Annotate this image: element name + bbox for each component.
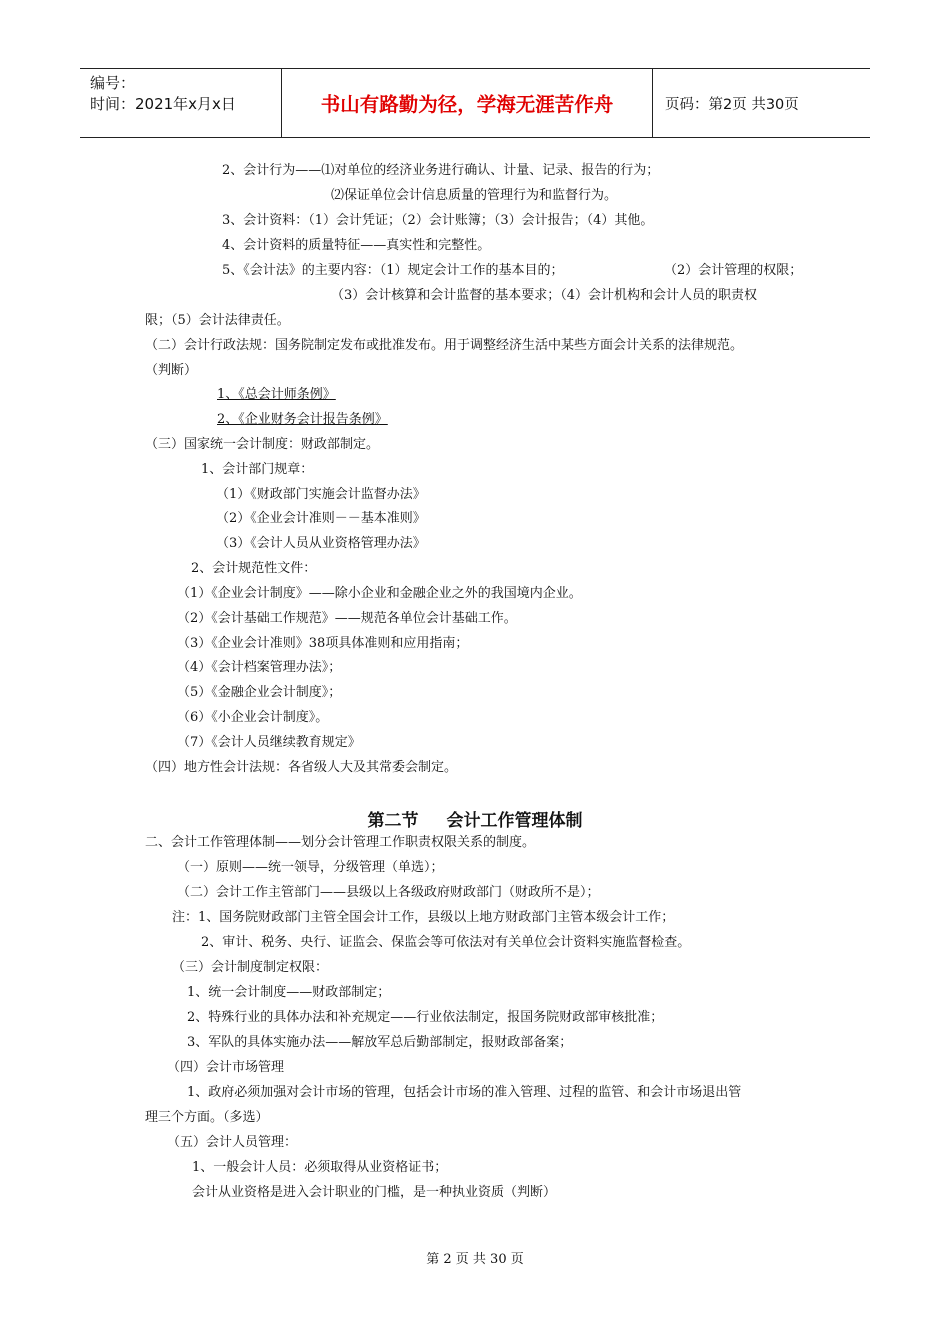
text-line: 会计从业资格是进入会计职业的门槛，是一种执业资质（判断） (192, 1185, 557, 1200)
text-line: （6）《小企业会计制度》。 (177, 710, 329, 725)
text-line: 2、会计规范性文件： (191, 561, 317, 576)
text-line: 1、统一会计制度——财政部制定； (187, 985, 391, 1000)
text-line: （2）会计管理的权限； (664, 263, 803, 278)
text-line: （2）《企业会计准则－－基本准则》 (216, 511, 426, 526)
text-line: （一）原则——统一领导，分级管理（单选）； (177, 860, 444, 875)
page-footer: 第 2 页 共 30 页 (426, 1252, 524, 1267)
text-line: 5、《会计法》的主要内容：（1）规定会计工作的基本目的； (222, 263, 564, 278)
section-title: 会计工作管理体制 (446, 811, 583, 831)
text-line: 二、会计工作管理体制——划分会计管理工作职责权限关系的制度。 (145, 835, 536, 850)
document-date: 时间：2021年x月x日 (90, 95, 236, 113)
text-line: 限；（5）会计法律责任。 (145, 313, 290, 328)
text-line: 2、审计、税务、央行、证监会、保监会等可依法对有关单位会计资料实施监督检查。 (201, 935, 691, 950)
text-line: 4、会计资料的质量特征——真实性和完整性。 (222, 238, 491, 253)
text-line: （1）《财政部门实施会计监督办法》 (216, 487, 426, 502)
text-line: （二）会计工作主管部门——县级以上各级政府财政部门（财政所不是）； (177, 885, 600, 900)
text-line: （判断） (145, 363, 198, 378)
text-line: （二）会计行政法规：国务院制定发布或批准发布。用于调整经济生活中某些方面会计关系的法律规范。 (145, 338, 744, 353)
text-line: 1、政府必须加强对会计市场的管理，包括会计市场的准入管理、过程的监管、和会计市场退出管 (187, 1085, 742, 1100)
header-page-number: 页码：第2页 共30页 (665, 96, 799, 113)
text-line: ⑵保证单位会计信息质量的管理行为和监督行为。 (331, 188, 618, 203)
text-line: 3、会计资料：（1）会计凭证；（2）会计账簿；（3）会计报告；（4）其他。 (222, 213, 654, 228)
text-line: 1、一般会计人员：必须取得从业资格证书； (192, 1160, 448, 1175)
text-line: （4）《会计档案管理办法》； (177, 660, 342, 675)
document-number: 编号： (90, 74, 136, 92)
section-heading (0, 806, 950, 831)
text-line: （五）会计人员管理： (167, 1135, 298, 1150)
text-line: （5）《金融企业会计制度》； (177, 685, 342, 700)
text-line: （7）《会计人员继续教育规定》 (177, 735, 361, 750)
page-header (80, 68, 870, 138)
header-info (80, 69, 282, 137)
text-line: 注：1、国务院财政部门主管全国会计工作，县级以上地方财政部门主管本级会计工作； (172, 910, 675, 925)
text-line: 2、特殊行业的具体办法和补充规定——行业依法制定，报国务院财政部审核批准； (187, 1010, 664, 1025)
text-line: （3）会计核算和会计监督的基本要求；（4）会计机构和会计人员的职责权 (331, 288, 758, 303)
text-line: 2、会计行为——⑴对单位的经济业务进行确认、计量、记录、报告的行为； (222, 163, 660, 178)
text-line: 1、《总会计师条例》 (217, 387, 336, 402)
header-motto: 书山有路勤为径，学海无涯苦作舟 (282, 69, 653, 137)
text-line: （四）地方性会计法规：各省级人大及其常委会制定。 (145, 760, 458, 775)
text-line: 1、会计部门规章： (201, 462, 314, 477)
text-line: （三）会计制度制定权限： (172, 960, 329, 975)
text-line: （3）《企业会计准则》38项具体准则和应用指南； (177, 636, 469, 651)
text-line: 理三个方面。（多选） (145, 1110, 269, 1125)
text-line: （2）《会计基础工作规范》——规范各单位会计基础工作。 (177, 611, 517, 626)
text-line: （三）国家统一会计制度：财政部制定。 (145, 437, 380, 452)
text-line: （3）《会计人员从业资格管理办法》 (216, 536, 426, 551)
text-line: 3、军队的具体实施办法——解放军总后勤部制定，报财政部备案； (187, 1035, 573, 1050)
section-number: 第二节 (367, 811, 419, 831)
text-line: 2、《企业财务会计报告条例》 (217, 412, 388, 427)
text-line: （1）《企业会计制度》——除小企业和金融企业之外的我国境内企业。 (177, 586, 582, 601)
text-line: （四）会计市场管理 (167, 1060, 285, 1075)
